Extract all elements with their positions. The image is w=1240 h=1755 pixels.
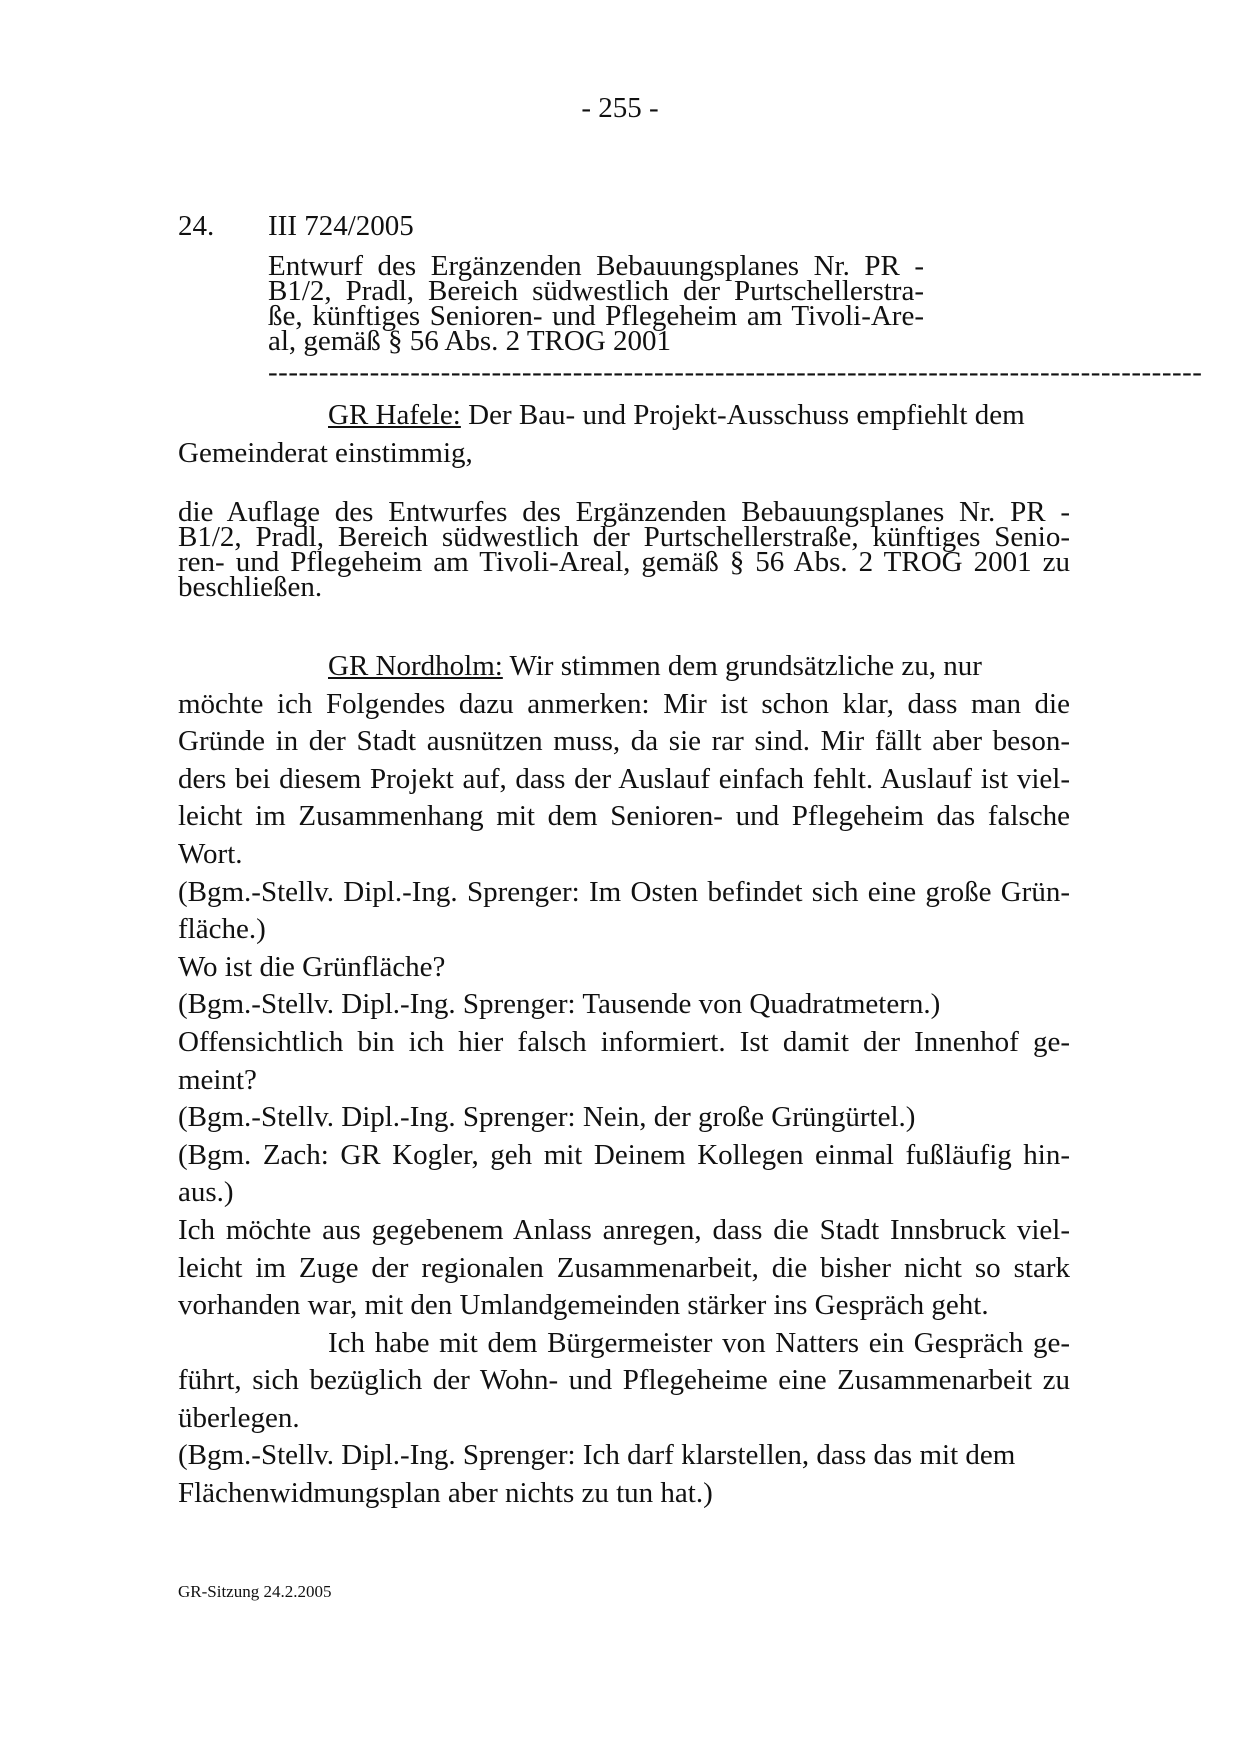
statement-text: Der Bau- und Projekt-Ausschuss empfiehlt dem [460,399,1025,431]
page-number: - 255 - [581,92,659,124]
hafele-statement [178,396,1070,472]
paragraph-line: Gemeinderat einstimmig, [178,437,473,469]
title-line: B1/2, Pradl, Bereich südwestlich der Purtschellerstra- [268,275,924,307]
separator-line: -------------------------------------------------------------------------------------------- [268,356,1203,388]
interjection-line: (Bgm. Zach: GR Kogler, geh mit Deinem Kollegen einmal fußläufig hin- [178,1138,1070,1171]
paragraph-line: Offensichtlich bin ich hier falsch informiert. Ist damit der Innenhof ge- [178,1025,1070,1058]
paragraph-line: leicht im Zusammenhang mit dem Senioren- und Pflegeheim das falsche [178,800,1070,833]
interjection-line: (Bgm.-Stellv. Dipl.-Ing. Sprenger: Ich darf klarstellen, dass das mit dem [178,1439,1016,1472]
item-title [268,250,924,357]
paragraph-line: Ich möchte aus gegebenem Anlass anregen, dass die Stadt Innsbruck viel- [178,1213,1070,1246]
motion-text [178,496,1070,603]
motion-line: ren- und Pflegeheim am Tivoli-Areal, gemäß § 56 Abs. 2 TROG 2001 zu [178,546,1070,578]
paragraph-line: führt, sich bezüglich der Wohn- und Pflegeheime eine Zusammenarbeit zu [178,1364,1070,1397]
motion-line: beschließen. [178,571,323,603]
paragraph-line [178,648,1070,686]
paragraph-line: vorhanden war, mit den Umlandgemeinden stärker ins Gespräch geht. [178,1289,989,1322]
interjection-line: (Bgm.-Stellv. Dipl.-Ing. Sprenger: Im Osten befindet sich eine große Grün- [178,875,1070,908]
motion-line: B1/2, Pradl, Bereich südwestlich der Purtschellerstraße, künftiges Senio- [178,521,1070,553]
page-footer: GR-Sitzung 24.2.2005 [178,1582,332,1601]
interjection-line: (Bgm.-Stellv. Dipl.-Ing. Sprenger: Tausende von Quadratmetern.) [178,988,941,1021]
paragraph-line: Wort. [178,837,243,870]
title-line: ße, künftiges Senioren- und Pflegeheim am Tivoli-Are- [268,300,924,332]
paragraph-line: meint? [178,1063,257,1096]
item-number: 24. [178,210,215,242]
speaker-name: GR Hafele: [328,399,461,431]
speaker-name: GR Nordholm: [328,650,503,682]
title-line: al, gemäß § 56 Abs. 2 TROG 2001 [268,325,672,357]
paragraph-line: ders bei diesem Projekt auf, dass der Auslauf einfach fehlt. Auslauf ist viel- [178,762,1070,795]
paragraph-line [178,396,1070,434]
title-line: Entwurf des Ergänzenden Bebauungsplanes Nr. PR - [268,250,924,282]
paragraph-line: Wo ist die Grünfläche? [178,950,446,983]
item-reference: III 724/2005 [268,210,414,242]
interjection-line: Flächenwidmungsplan aber nichts zu tun hat.) [178,1477,713,1510]
paragraph-line: Ich habe mit dem Bürgermeister von Natters ein Gespräch ge- [328,1326,1070,1359]
interjection-line: (Bgm.-Stellv. Dipl.-Ing. Sprenger: Nein, der große Grüngürtel.) [178,1101,916,1134]
paragraph-line: überlegen. [178,1401,300,1434]
statement-text: Wir stimmen dem grundsätzliche zu, nur [502,650,982,682]
paragraph-line: Gründe in der Stadt ausnützen muss, da sie rar sind. Mir fällt aber beson- [178,725,1070,758]
interjection-line: fläche.) [178,913,266,946]
paragraph-line: leicht im Zuge der regionalen Zusammenarbeit, die bisher nicht so stark [178,1251,1070,1284]
paragraph-line: möchte ich Folgendes dazu anmerken: Mir ist schon klar, dass man die [178,687,1070,720]
motion-line: die Auflage des Entwurfes des Ergänzenden Bebauungsplanes Nr. PR - [178,496,1070,528]
nordholm-statement [178,648,1070,1513]
interjection-line: aus.) [178,1176,234,1209]
